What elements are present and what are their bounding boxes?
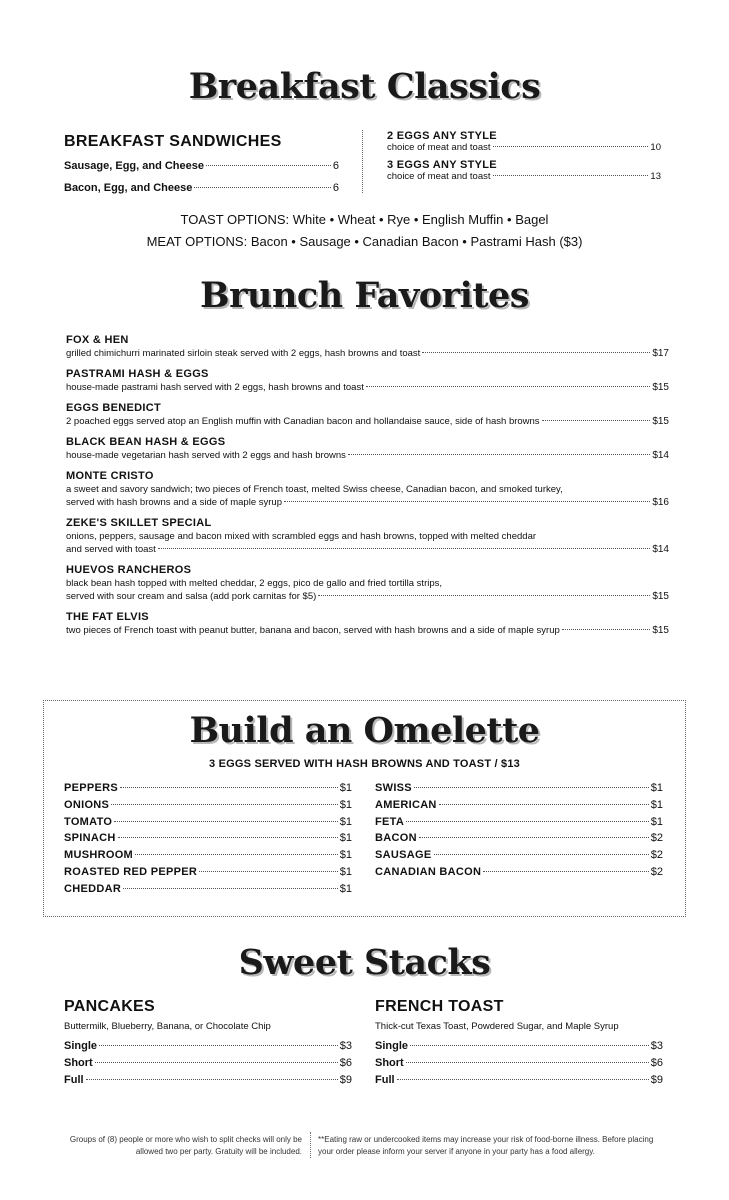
dot-leader [120, 787, 338, 788]
omelette-left-column [64, 782, 352, 900]
item-line [66, 347, 669, 360]
item-name: FOX & HEN [66, 334, 129, 346]
menu-item [375, 1040, 663, 1057]
pancakes-heading: PANCAKES [64, 998, 156, 1015]
menu-item [64, 782, 352, 799]
item-price: $2 [650, 865, 663, 878]
menu-item [64, 160, 339, 182]
breakfast-sandwiches-heading: BREAKFAST SANDWICHES [64, 133, 282, 150]
brunch-item [66, 401, 669, 428]
item-name: Short [64, 1056, 93, 1069]
dot-leader [194, 187, 331, 188]
menu-item [64, 182, 339, 204]
item-line [66, 543, 669, 556]
menu-item [375, 1057, 663, 1074]
french-toast-desc: Thick-cut Texas Toast, Powdered Sugar, and Maple Syrup [375, 1021, 619, 1032]
dot-leader [158, 548, 651, 549]
item-price: 13 [650, 171, 661, 182]
omelette-subtitle: 3 EGGS SERVED WITH HASH BROWNS AND TOAST / $13 [209, 758, 520, 770]
item-price: $1 [339, 865, 352, 878]
french-toast-section [375, 998, 663, 1090]
item-name: ROASTED RED PEPPER [64, 865, 198, 878]
item-name: SWISS [375, 782, 412, 794]
toast-options: TOAST OPTIONS: White • Wheat • Rye • English Muffin • Bagel [180, 212, 549, 227]
brunch-item [66, 610, 669, 637]
item-desc: house-made pastrami hash served with 2 eggs, hash browns and toast [66, 382, 364, 393]
brunch-item [66, 367, 669, 394]
dot-leader [419, 837, 649, 838]
group-policy-note [60, 1134, 302, 1158]
item-desc: house-made vegetarian hash served with 2 eggs and hash browns [66, 450, 346, 461]
menu-item [64, 832, 352, 849]
note-line: your order please inform your server if anyone in your party has a food allergy. [318, 1147, 595, 1156]
omelette-title: Build an Omelette [189, 710, 540, 751]
dot-leader [86, 1079, 338, 1080]
note-line: Groups of (8) people or more who wish to split checks will only be [69, 1135, 302, 1144]
item-price: $9 [339, 1073, 352, 1086]
dot-leader [114, 821, 338, 822]
dot-leader [493, 175, 649, 176]
dot-leader [366, 386, 650, 387]
menu-item [64, 816, 352, 833]
item-line [66, 381, 669, 394]
item-line [66, 449, 669, 462]
item-name: Full [64, 1073, 84, 1086]
item-name: HUEVOS RANCHEROS [66, 564, 192, 576]
note-line: allowed two per party. Gratuity will be included. [135, 1147, 302, 1156]
dot-leader [111, 804, 338, 805]
item-price: $6 [339, 1056, 352, 1069]
item-price: 10 [650, 142, 661, 153]
item-desc: served with sour cream and salsa (add pork carnitas for $5) [66, 591, 317, 602]
item-desc-line1: a sweet and savory sandwich; two pieces of French toast, melted Swiss cheese, Canadian bacon, and smoked turkey, [66, 484, 563, 495]
item-name: PASTRAMI HASH & EGGS [66, 368, 209, 380]
dot-leader [439, 804, 649, 805]
menu-item [64, 1057, 352, 1074]
item-price: $2 [650, 832, 663, 845]
brunch-item [66, 516, 669, 556]
item-price: $1 [650, 782, 663, 794]
item-name: SAUSAGE [375, 849, 432, 862]
eggs-list [387, 130, 661, 188]
item-name: CHEDDAR [64, 882, 122, 895]
item-desc-line1: onions, peppers, sausage and bacon mixed with scrambled eggs and hash browns, topped with melted cheddar [66, 531, 537, 542]
menu-item [64, 799, 352, 816]
item-price: $6 [650, 1056, 663, 1069]
item-price: $3 [650, 1040, 663, 1052]
item-name: PEPPERS [64, 782, 119, 794]
footer-divider [310, 1132, 311, 1158]
dot-leader [414, 787, 649, 788]
item-price: $1 [339, 882, 352, 895]
item-price: $15 [652, 625, 669, 636]
dot-leader [206, 165, 331, 166]
item-name: AMERICAN [375, 798, 437, 811]
brunch-item [66, 469, 669, 509]
item-name: ONIONS [64, 798, 110, 811]
item-price: $2 [650, 849, 663, 862]
item-desc: 2 poached eggs served atop an English muffin with Canadian bacon and hollandaise sauce, side of hash browns [66, 416, 540, 427]
french-toast-heading: FRENCH TOAST [375, 998, 504, 1015]
item-price: $1 [339, 798, 352, 811]
item-desc: two pieces of French toast with peanut butter, banana and bacon, served with hash browns and a side of maple syrup [66, 625, 560, 636]
item-line [66, 590, 669, 603]
column-divider [362, 130, 363, 193]
item-name: TOMATO [64, 815, 113, 828]
item-name: 2 EGGS ANY STYLE [387, 130, 497, 142]
item-desc: choice of meat and toast [387, 171, 491, 182]
dot-leader [118, 837, 338, 838]
item-name: Short [375, 1056, 404, 1069]
item-line [66, 624, 669, 637]
menu-item [375, 849, 663, 866]
menu-item [64, 849, 352, 866]
item-price: $1 [650, 798, 663, 811]
item-price: $3 [339, 1040, 352, 1052]
menu-item [375, 816, 663, 833]
brunch-title: Brunch Favorites [199, 275, 530, 316]
dot-leader [483, 871, 648, 872]
brunch-item [66, 333, 669, 360]
item-name: CANADIAN BACON [375, 865, 482, 878]
dot-leader [123, 888, 338, 889]
item-line [66, 496, 669, 509]
omelette-right-column [375, 782, 663, 883]
item-name: Single [375, 1040, 409, 1052]
item-price: $14 [652, 544, 669, 555]
menu-item [64, 1074, 352, 1091]
item-price: $15 [652, 416, 669, 427]
item-name: FETA [375, 815, 405, 828]
item-desc: served with hash browns and a side of maple syrup [66, 497, 282, 508]
item-name: EGGS BENEDICT [66, 402, 161, 414]
menu-item [64, 1040, 352, 1057]
item-price: $14 [652, 450, 669, 461]
dot-leader [318, 595, 650, 596]
item-name: MONTE CRISTO [66, 470, 154, 482]
item-name: ZEKE'S SKILLET SPECIAL [66, 517, 212, 529]
item-name: Single [64, 1040, 98, 1052]
item-price: $1 [339, 849, 352, 862]
dot-leader [199, 871, 338, 872]
item-desc: and served with toast [66, 544, 156, 555]
sweet-stacks-title: Sweet Stacks [238, 942, 491, 983]
menu-item [64, 883, 352, 900]
menu-item [375, 782, 663, 799]
item-price: $15 [652, 591, 669, 602]
item-name: SPINACH [64, 832, 116, 845]
item-name: BLACK BEAN HASH & EGGS [66, 436, 226, 448]
pancakes-desc: Buttermilk, Blueberry, Banana, or Chocolate Chip [64, 1021, 271, 1032]
dot-leader [542, 420, 651, 421]
menu-item [375, 866, 663, 883]
item-name: Full [375, 1073, 395, 1086]
dot-leader [562, 629, 651, 630]
item-name: Bacon, Egg, and Cheese [64, 182, 193, 194]
dot-leader [348, 454, 650, 455]
dot-leader [434, 854, 649, 855]
menu-item [387, 171, 661, 182]
dot-leader [406, 821, 649, 822]
menu-item [375, 1074, 663, 1091]
dot-leader [410, 1045, 649, 1046]
dot-leader [493, 146, 649, 147]
dot-leader [284, 501, 650, 502]
item-desc: grilled chimichurri marinated sirloin steak served with 2 eggs, hash browns and toast [66, 348, 421, 359]
menu-item [64, 866, 352, 883]
item-name: Sausage, Egg, and Cheese [64, 160, 204, 172]
brunch-item [66, 435, 669, 462]
item-price: $1 [339, 832, 352, 845]
breakfast-title: Breakfast Classics [188, 66, 541, 107]
item-name: MUSHROOM [64, 849, 134, 862]
dot-leader [406, 1062, 649, 1063]
brunch-list [66, 333, 669, 644]
brunch-item [66, 563, 669, 603]
dot-leader [135, 854, 338, 855]
dot-leader [99, 1045, 338, 1046]
note-line: **Eating raw or undercooked items may increase your risk of food-borne illness. Before placing [318, 1135, 654, 1144]
pancakes-section [64, 998, 352, 1090]
item-price: 6 [332, 160, 339, 172]
item-price: $9 [650, 1073, 663, 1086]
item-price: 6 [332, 182, 339, 194]
item-price: $1 [339, 815, 352, 828]
menu-item [375, 799, 663, 816]
menu-item [387, 142, 661, 153]
item-price: $1 [650, 815, 663, 828]
item-line [66, 415, 669, 428]
breakfast-sandwiches-list [64, 160, 339, 204]
dot-leader [422, 352, 650, 353]
item-price: $17 [652, 348, 669, 359]
item-desc: choice of meat and toast [387, 142, 491, 153]
item-desc-line1: black bean hash topped with melted cheddar, 2 eggs, pico de gallo and fried tortilla strips, [66, 578, 443, 589]
item-price: $15 [652, 382, 669, 393]
item-name: THE FAT ELVIS [66, 611, 149, 623]
dot-leader [95, 1062, 338, 1063]
meat-options: MEAT OPTIONS: Bacon • Sausage • Canadian Bacon • Pastrami Hash ($3) [146, 234, 583, 249]
item-name: BACON [375, 832, 417, 845]
food-safety-note [318, 1134, 668, 1158]
item-name: 3 EGGS ANY STYLE [387, 159, 497, 171]
dot-leader [397, 1079, 649, 1080]
item-price: $1 [339, 782, 352, 794]
menu-item [375, 832, 663, 849]
item-price: $16 [652, 497, 669, 508]
